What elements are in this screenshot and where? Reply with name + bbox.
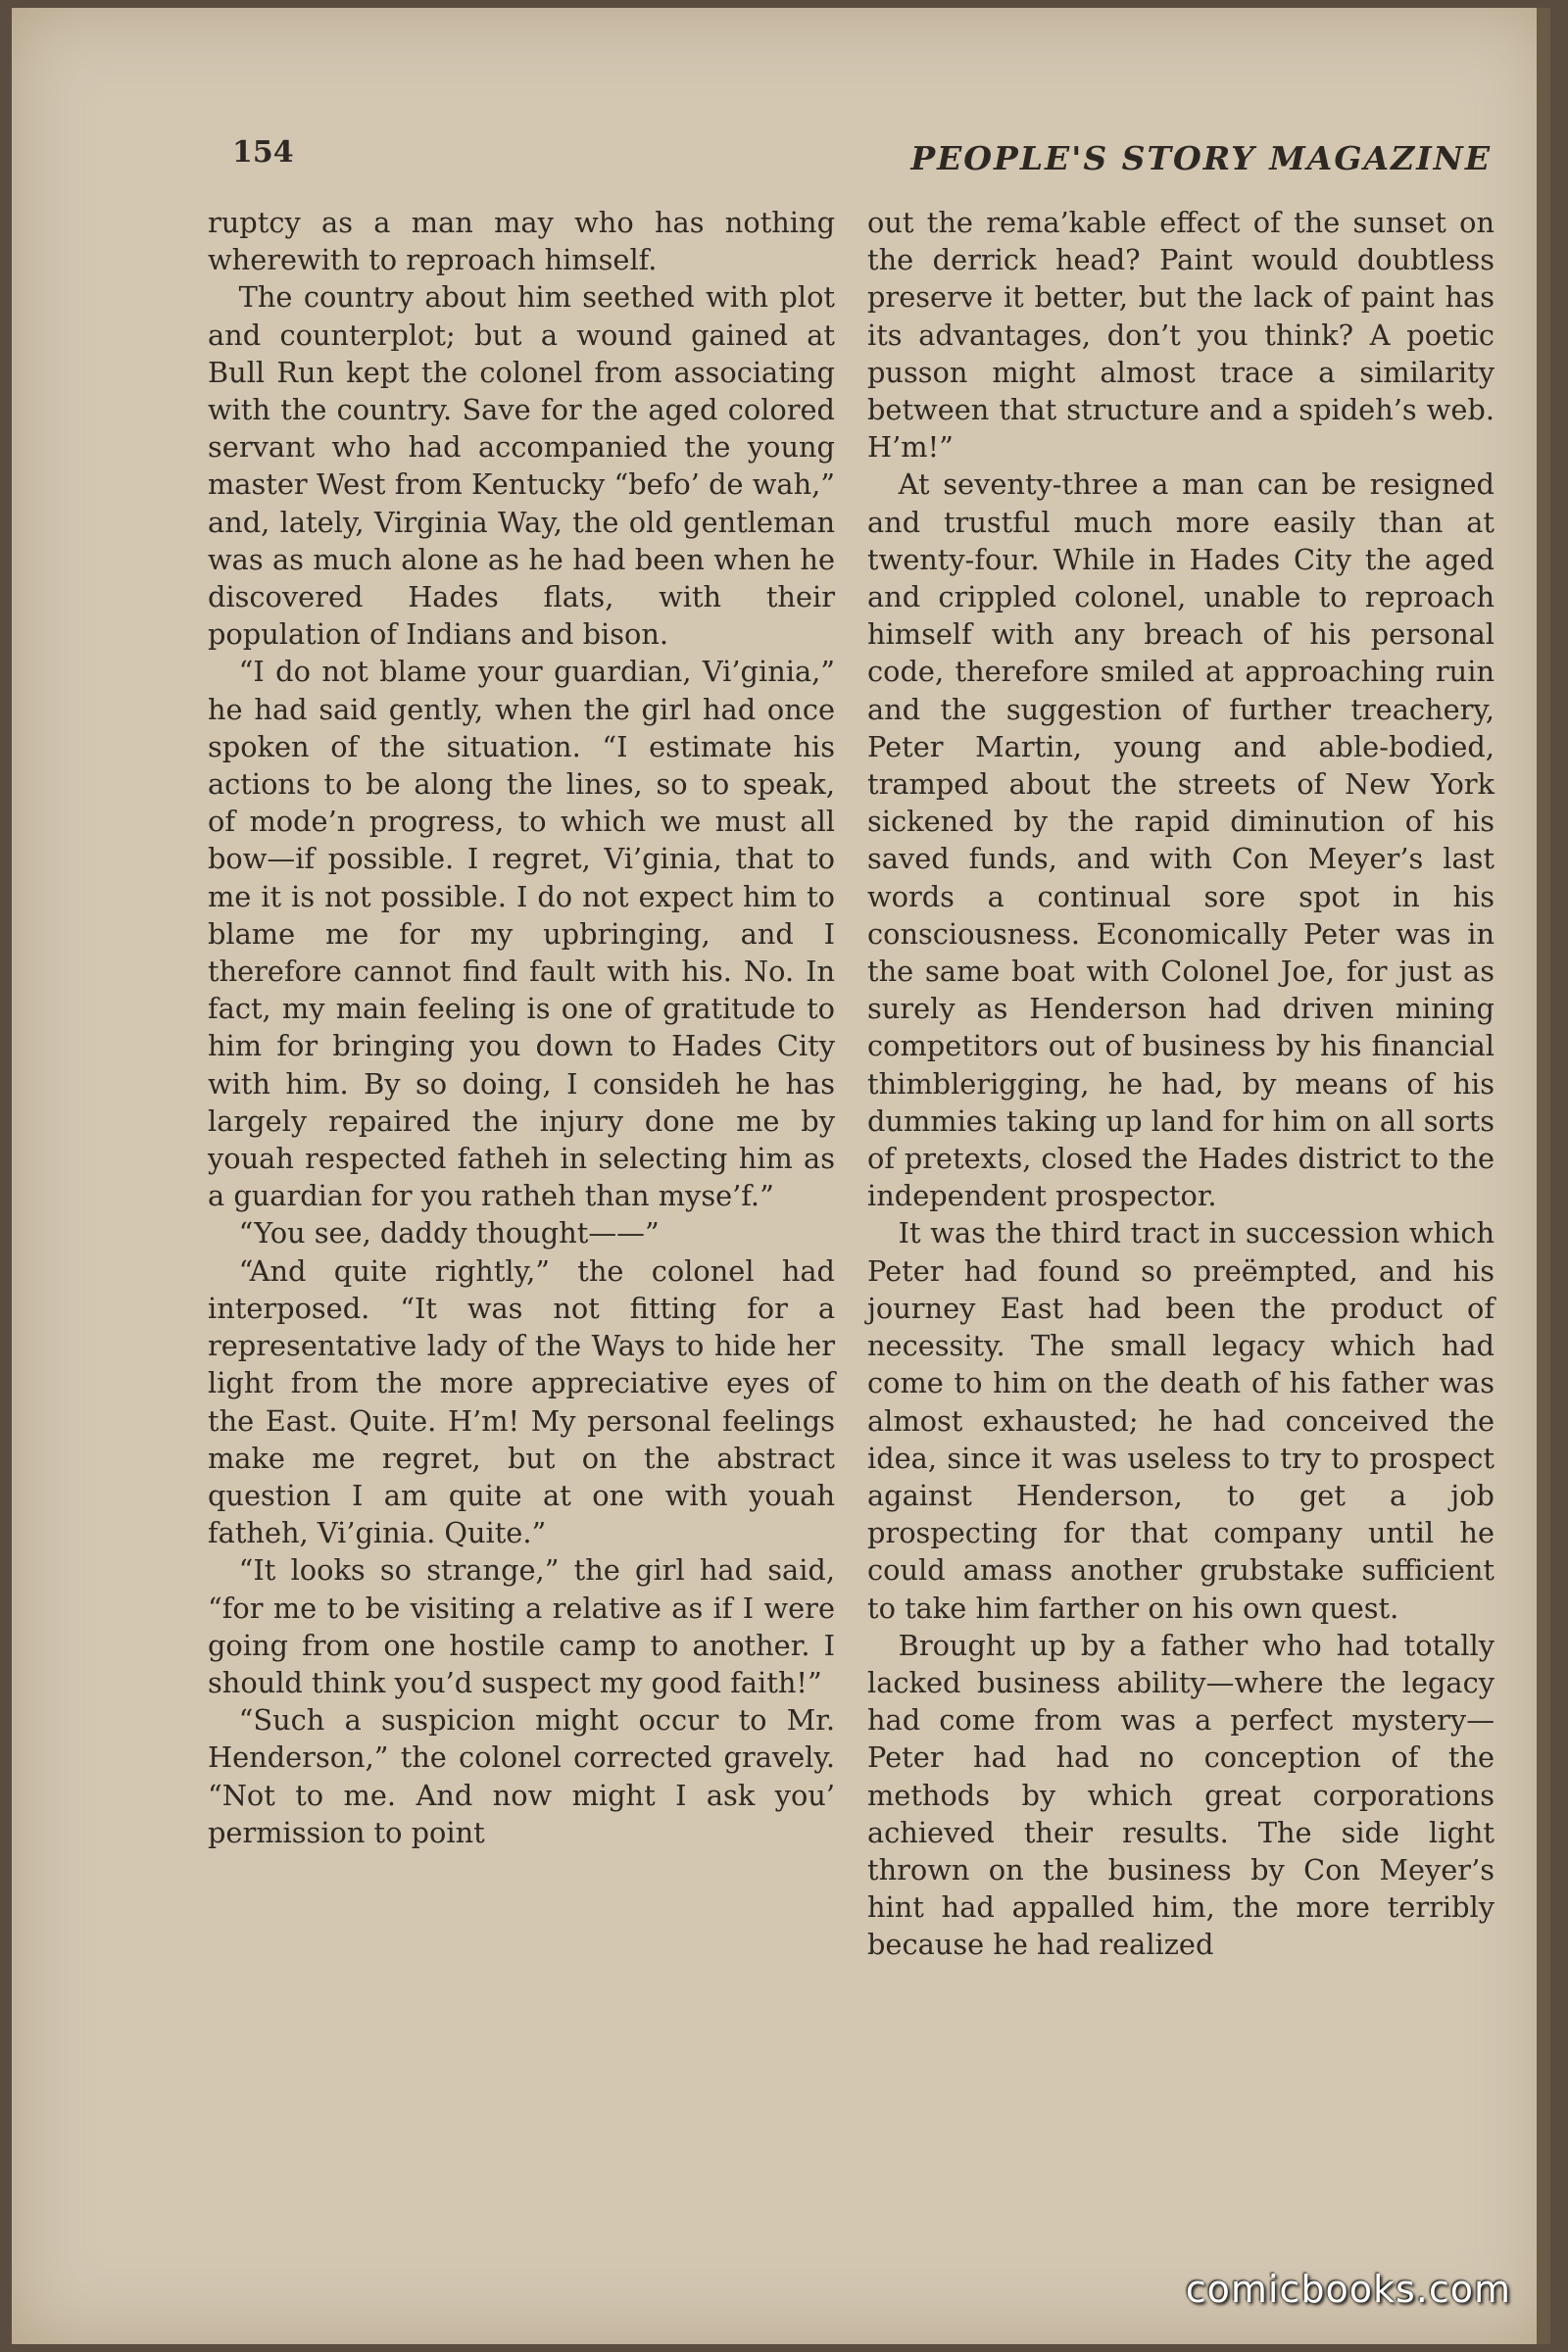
left-column	[208, 204, 835, 1851]
right-column	[867, 204, 1494, 1964]
page-number: 154	[232, 135, 294, 170]
book-spine-shadow	[1537, 8, 1550, 2344]
site-watermark: comicbooks.com	[1185, 2268, 1511, 2311]
paragraph: The country about him seethed with plot and counterplot; but a wound gained at Bull Run kept the colonel from associating with the country. Save for the aged colored servant who had accompanied the young master West from Kentucky “befo’ de wah,” and, lately, Virginia Way, the old gentleman was as much alone as he had been when he discovered Hades flats, with their population of Indians and bison.	[208, 280, 835, 652]
page-header	[213, 135, 1492, 184]
paragraph: “I do not blame your guardian, Vi’ginia,” he had said gently, when the girl had once spoken of the situation. “I estimate his actions to be along the lines, so to speak, of mode’n progress, to which we must all bow—if possible. I regret, Vi’ginia, that to me it is not possible. I do not expect him to blame me for my upbringing, and I therefore cannot find fault with his. No. In fact, my main feeling is one of gratitude to him for bringing you down to Hades City with him. By so doing, I consideh he has largely repaired the injury done me by youah respected fatheh in selecting him as a guardian for you ratheh than myse’f.”	[208, 655, 835, 1213]
paragraph: “Such a suspicion might occur to Mr. Henderson,” the colonel corrected gravely. “Not to me. And now might I ask you’ permission to point	[208, 1703, 835, 1849]
paragraph: “It looks so strange,” the girl had said, “for me to be visiting a relative as if I were going from one hostile camp to another. I should think you’d suspect my good faith!”	[208, 1553, 835, 1699]
magazine-page	[12, 8, 1550, 2344]
paragraph: It was the third tract in succession which Peter had found so preëmpted, and his journey East had been the product of necessity. The small legacy which had come to him on the death of his father was almost exhausted; he had conceived the idea, since it was useless to try to prospect against Henderson, to get a job prospecting for that company until he could amass another grubstake sufficient to take him farther on his own quest.	[867, 1216, 1494, 1625]
paragraph: “And quite rightly,” the colonel had interposed. “It was not fitting for a representative lady of the Ways to hide her light from the more appreciative eyes of the East. Quite. H’m! My personal feelings make me regret, but on the abstract question I am quite at one with youah fatheh, Vi’ginia. Quite.”	[208, 1253, 835, 1550]
paragraph: out the rema’kable effect of the sunset on the derrick head? Paint would doubtless preserve it better, but the lack of paint has its advantages, don’t you think? A poetic pusson might almost trace a similarity between that structure and a spideh’s web. H’m!”	[867, 206, 1494, 465]
paragraph: “You see, daddy thought——”	[238, 1216, 660, 1250]
magazine-title: PEOPLE'S STORY MAGAZINE	[910, 139, 1492, 177]
paragraph: ruptcy as a man may who has nothing wherewith to reproach himself.	[208, 206, 835, 277]
paragraph: At seventy-three a man can be resigned and trustful much more easily than at twenty-four. While in Hades City the aged and crippled colonel, unable to reproach himself with any breach of his personal code, therefore smiled at approaching ruin and the suggestion of further treachery, Peter Martin, young and able-bodied, tramped about the streets of New York sickened by the rapid diminution of his saved funds, and with Con Meyer’s last words a continual sore spot in his consciousness. Economically Peter was in the same boat with Colonel Joe, for just as surely as Henderson had driven mining competitors out of business by his financial thimblerigging, he had, by means of his dummies taking up land for him on all sorts of pretexts, closed the Hades district to the independent prospector.	[867, 467, 1494, 1213]
paragraph: Brought up by a father who had totally lacked business ability—where the legacy had come from was a perfect mystery—Peter had had no conception of the methods by which great corporations achieved their results. The side light thrown on the business by Con Meyer’s hint had appalled him, the more terribly because he had realized	[867, 1628, 1494, 1962]
